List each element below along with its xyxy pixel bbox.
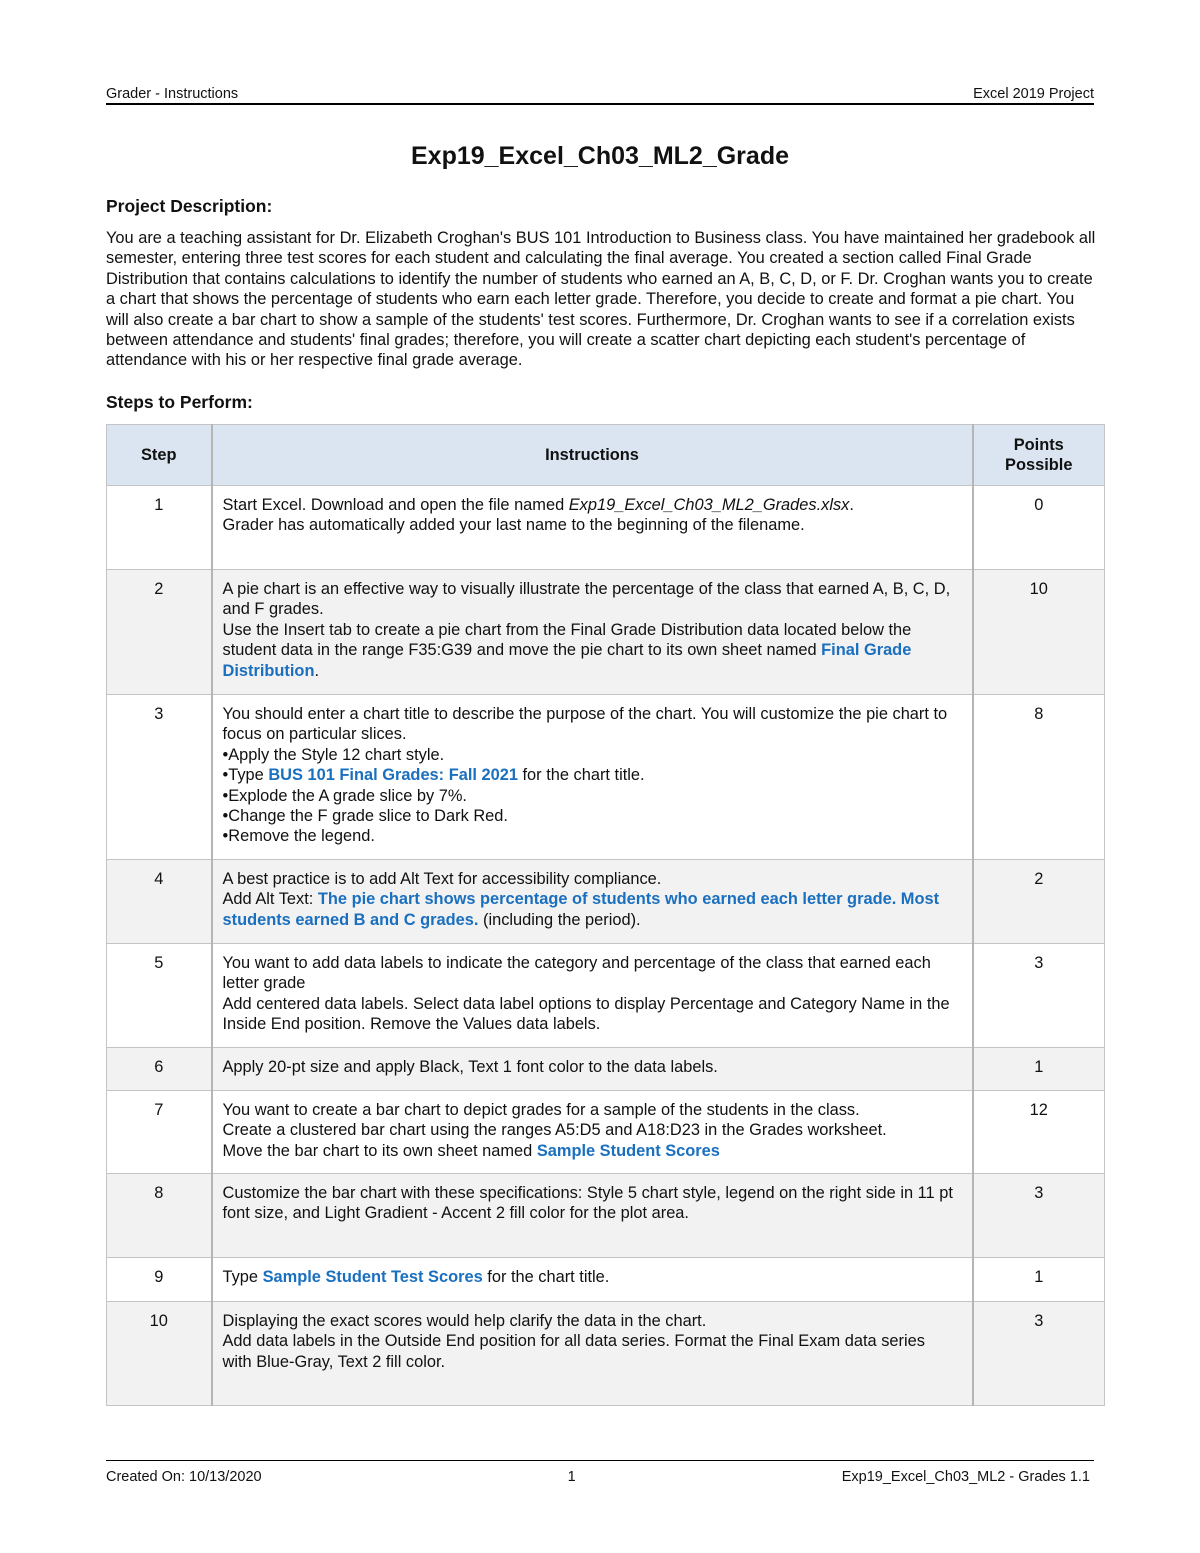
highlighted-text: BUS 101 Final Grades: Fall 2021 xyxy=(268,766,518,785)
points-value: 0 xyxy=(973,486,1105,570)
points-value: 3 xyxy=(973,1174,1105,1258)
instruction-text: You want to add data labels to indicate the category and percentage of the class that earned each letter grade xyxy=(222,954,931,993)
step-number: 5 xyxy=(107,944,212,1048)
instruction-text: •Change the F grade slice to Dark Red. xyxy=(222,807,508,826)
instruction-text: . xyxy=(849,496,854,514)
highlighted-text: Sample Student Test Scores xyxy=(262,1268,483,1286)
instruction-text: •Explode the A grade slice by 7%. xyxy=(222,786,467,805)
instruction-text: Add Alt Text: xyxy=(222,890,318,909)
points-value: 8 xyxy=(973,695,1105,860)
table-row xyxy=(107,1048,1105,1091)
steps-table xyxy=(106,424,1105,1406)
instruction-text: You want to create a bar chart to depict grades for a sample of the students in the class. xyxy=(222,1101,860,1119)
instruction-text: A pie chart is an effective way to visually illustrate the percentage of the class that earned A, B, C, D, and F grades. xyxy=(222,580,951,619)
instruction-text: You should enter a chart title to describe the purpose of the chart. You will customize the pie chart to focus on particular slices. xyxy=(222,705,948,744)
table-row xyxy=(107,1174,1105,1258)
instruction-text: Grader has automatically added your last name to the beginning of the filename. xyxy=(222,516,805,535)
file-name: Exp19_Excel_Ch03_ML2_Grades.xlsx xyxy=(568,496,850,514)
header-points: Points Possible xyxy=(973,425,1105,486)
step-number: 8 xyxy=(107,1174,212,1258)
step-number: 10 xyxy=(107,1302,212,1406)
table-row xyxy=(107,944,1105,1048)
points-value: 10 xyxy=(973,570,1105,695)
highlighted-text: Sample Student Scores xyxy=(536,1141,720,1160)
header-left-label: Grader - Instructions xyxy=(106,86,239,102)
table-row xyxy=(107,860,1105,944)
page-header xyxy=(106,82,1094,105)
points-value: 12 xyxy=(973,1091,1105,1174)
step-number: 1 xyxy=(107,486,212,570)
header-right-label: Excel 2019 Project xyxy=(973,86,1094,102)
step-instructions xyxy=(212,944,973,1048)
instruction-text: . xyxy=(314,661,320,680)
instruction-text: Use the Insert tab to create a pie chart from the Final Grade Distribution data located below the student data in the range F35:G39 and move the pie chart to its own sheet named xyxy=(222,620,912,660)
points-value: 1 xyxy=(973,1048,1105,1091)
instruction-text: for the chart title. xyxy=(482,1268,610,1286)
instruction-text: for the chart title. xyxy=(517,766,645,785)
footer-doc-name: Exp19_Excel_Ch03_ML2 - Grades 1.1 xyxy=(841,1469,1090,1485)
instruction-text: Move the bar chart to its own sheet named xyxy=(222,1141,537,1160)
table-row xyxy=(107,1091,1105,1174)
instruction-text: A best practice is to add Alt Text for accessibility compliance. xyxy=(222,870,662,888)
table-row xyxy=(107,1302,1105,1406)
project-description-text: You are a teaching assistant for Dr. Elizabeth Croghan's BUS 101 Introduction to Business class. You have maintained her gradebook all semester, entering three test scores for each student and calculating the final average. You created a section called Final Grade Distribution that contains calculations to identify the number of students who earned an A, B, C, D, or F. Dr. Croghan wants you to create a chart that shows the percentage of students who earn each letter grade. Therefore, you decide to create and format a pie chart. You will also create a bar chart to show a sample of the students' test scores. Furthermore, Dr. Croghan wants to see if a correlation exists between attendance and students' final grades; therefore, you will create a scatter chart depicting each student's percentage of attendance with his or her respective final grade average. xyxy=(106,229,1096,370)
step-number: 4 xyxy=(107,860,212,944)
step-instructions xyxy=(212,570,973,695)
points-value: 1 xyxy=(973,1258,1105,1302)
instruction-text: Customize the bar chart with these specifications: Style 5 chart style, legend on the right side in 11 pt font size, and Light Gradient - Accent 2 fill color for the plot area. xyxy=(222,1184,953,1223)
instruction-text: Displaying the exact scores would help clarify the data in the chart. xyxy=(222,1312,707,1330)
highlighted-text: Final Grade Distribution xyxy=(222,641,912,680)
instruction-text: Start Excel. Download and open the file named xyxy=(222,496,569,514)
document-title: Exp19_Excel_Ch03_ML2_Grade xyxy=(411,142,789,170)
instruction-text: (including the period). xyxy=(478,910,641,929)
points-value: 2 xyxy=(973,860,1105,944)
points-value: 3 xyxy=(973,944,1105,1048)
step-instructions xyxy=(212,1302,973,1406)
step-instructions xyxy=(212,860,973,944)
table-header-row xyxy=(107,425,1105,486)
steps-table-body xyxy=(107,486,1105,1406)
step-instructions xyxy=(212,695,973,860)
instruction-text: Type xyxy=(222,1268,263,1286)
points-value: 3 xyxy=(973,1302,1105,1406)
page-footer xyxy=(106,1460,1094,1485)
steps-heading: Steps to Perform: xyxy=(106,392,253,412)
instruction-text: •Remove the legend. xyxy=(222,827,375,846)
step-instructions xyxy=(212,1258,973,1302)
project-description-heading: Project Description: xyxy=(106,196,273,216)
step-instructions xyxy=(212,1048,973,1091)
header-step: Step xyxy=(107,425,212,486)
table-row xyxy=(107,486,1105,570)
instruction-text: •Apply the Style 12 chart style. xyxy=(222,745,445,764)
instruction-text: Create a clustered bar chart using the ranges A5:D5 and A18:D23 in the Grades worksheet. xyxy=(222,1121,887,1140)
step-number: 6 xyxy=(107,1048,212,1091)
step-number: 2 xyxy=(107,570,212,695)
instruction-text: •Type xyxy=(222,766,269,785)
highlighted-text: The pie chart shows percentage of students who earned each letter grade. Most students earned B and C grades. xyxy=(222,890,940,929)
step-instructions xyxy=(212,1091,973,1174)
table-row xyxy=(107,695,1105,860)
table-row xyxy=(107,570,1105,695)
header-instructions: Instructions xyxy=(212,425,973,486)
instruction-text: Add data labels in the Outside End position for all data series. Format the Final Exam data series with Blue-Gray, Text 2 fill color. xyxy=(222,1332,925,1371)
table-row xyxy=(107,1258,1105,1302)
footer-page-number: 1 xyxy=(567,1469,576,1485)
step-instructions xyxy=(212,1174,973,1258)
step-number: 9 xyxy=(107,1258,212,1302)
instruction-text: Apply 20-pt size and apply Black, Text 1 font color to the data labels. xyxy=(222,1058,718,1076)
step-number: 7 xyxy=(107,1091,212,1174)
instruction-text: Add centered data labels. Select data label options to display Percentage and Category Name in the Inside End position. Remove the Values data labels. xyxy=(222,994,950,1034)
step-number: 3 xyxy=(107,695,212,860)
step-instructions xyxy=(212,486,973,570)
footer-created-on: Created On: 10/13/2020 xyxy=(106,1469,262,1485)
